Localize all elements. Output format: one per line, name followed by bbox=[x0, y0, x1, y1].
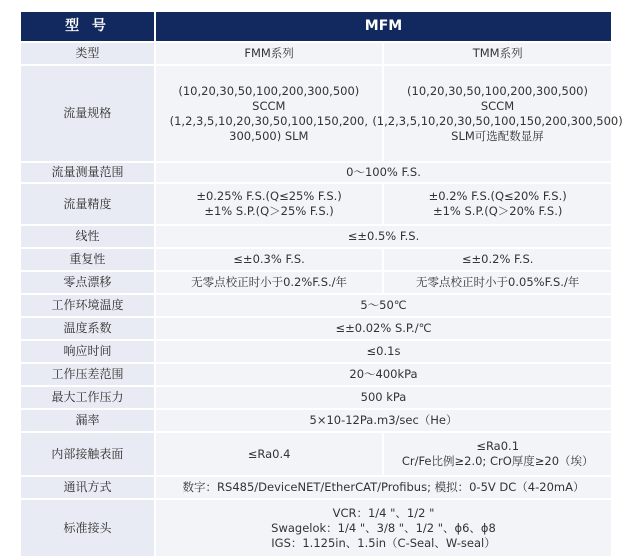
row-label: 流量规格 bbox=[21, 66, 154, 161]
fmm-value-cell bbox=[156, 184, 383, 224]
tmm-value-cell bbox=[384, 249, 611, 270]
value-line: (10,20,30,50,100,200,300,500) bbox=[178, 83, 360, 98]
tmm-value-cell bbox=[384, 433, 611, 475]
value-line: SCCM bbox=[252, 98, 286, 113]
row-label: 内部接触表面 bbox=[21, 433, 154, 475]
spec-row bbox=[21, 226, 611, 247]
row-label: 流量精度 bbox=[21, 184, 154, 224]
row-label: 工作压差范围 bbox=[21, 364, 154, 385]
value-line: 无零点校正时小于0.2%F.S./年 bbox=[191, 275, 348, 289]
row-label: 标准接头 bbox=[21, 500, 154, 556]
spec-row bbox=[21, 249, 611, 270]
value-line: (1,2,3,5,10,20,30,50,100,150,200,300,500) bbox=[372, 113, 623, 128]
fmm-value-cell bbox=[156, 272, 383, 293]
value-line: ±1% S.P.(Q＞20% F.S.) bbox=[432, 204, 563, 218]
tmm-value-cell bbox=[384, 272, 611, 293]
value-line: 数字：RS485/DeviceNET/EtherCAT/Profibus; 模拟：0-5V DC（4-20mA） bbox=[182, 480, 585, 494]
spec-row bbox=[21, 272, 611, 293]
value-cell bbox=[156, 341, 611, 362]
value-line: ≤0.1s bbox=[366, 344, 401, 358]
spec-row bbox=[21, 410, 611, 431]
value-cell bbox=[156, 410, 611, 431]
header-model-value: MFM bbox=[156, 12, 611, 41]
value-line: ±0.25% F.S.(Q≤25% F.S.) bbox=[196, 189, 342, 203]
row-label: 响应时间 bbox=[21, 341, 154, 362]
value-line: Swagelok：1/4 "、3/8 "、1/2 "、ϕ6、ϕ8 bbox=[271, 520, 496, 535]
spec-row bbox=[21, 184, 611, 224]
fmm-value-cell bbox=[156, 249, 383, 270]
header-row bbox=[21, 12, 611, 41]
value-line: Cr/Fe比例≥2.0; CrO厚度≥20（埃） bbox=[401, 454, 594, 468]
row-label: 工作环境温度 bbox=[21, 295, 154, 316]
value-line: 500 kPa bbox=[360, 390, 407, 404]
row-label: 类型 bbox=[21, 43, 154, 64]
value-line: TMM系列 bbox=[472, 46, 523, 60]
value-cell bbox=[156, 318, 611, 339]
value-line: 0～100% F.S. bbox=[346, 165, 421, 179]
spec-row bbox=[21, 43, 611, 64]
row-label: 线性 bbox=[21, 226, 154, 247]
value-line: ±0.2% F.S.(Q≤20% F.S.) bbox=[428, 189, 567, 203]
value-cell bbox=[156, 387, 611, 408]
row-label: 零点漂移 bbox=[21, 272, 154, 293]
value-line: ±1% S.P.(Q＞25% F.S.) bbox=[204, 204, 334, 218]
value-line: ≤±0.2% F.S. bbox=[461, 252, 534, 266]
value-line: SLM可选配数显屏 bbox=[451, 128, 544, 143]
spec-row bbox=[21, 387, 611, 408]
row-label: 重复性 bbox=[21, 249, 154, 270]
value-line: FMM系列 bbox=[244, 46, 294, 60]
value-line: VCR：1/4 "、1/2 " bbox=[332, 505, 435, 520]
value-cell bbox=[156, 226, 611, 247]
row-label: 流量测量范围 bbox=[21, 163, 154, 182]
header-model-label: 型 号 bbox=[21, 12, 154, 41]
spec-row bbox=[21, 295, 611, 316]
row-label: 漏率 bbox=[21, 410, 154, 431]
fmm-value-cell bbox=[156, 66, 382, 161]
tmm-value-cell bbox=[372, 66, 623, 161]
spec-row bbox=[21, 341, 611, 362]
fmm-value-cell bbox=[156, 43, 383, 64]
value-line: IGS：1.125in、1.5in（C-Seal、W-seal） bbox=[271, 535, 496, 550]
value-line: SCCM bbox=[480, 98, 515, 113]
value-line: 5～50℃ bbox=[360, 298, 407, 312]
spec-row bbox=[21, 500, 611, 556]
value-cell bbox=[156, 477, 611, 498]
value-line: ≤Ra0.1 bbox=[476, 439, 520, 453]
spec-row bbox=[21, 433, 611, 475]
value-line: ≤±0.5% F.S. bbox=[347, 229, 420, 243]
row-label: 最大工作压力 bbox=[21, 387, 154, 408]
spec-row bbox=[21, 364, 611, 385]
fmm-value-cell bbox=[156, 433, 383, 475]
row-label: 温度系数 bbox=[21, 318, 154, 339]
spec-row bbox=[21, 163, 611, 182]
value-line: 5×10-12Pa.m3/sec（He） bbox=[309, 413, 458, 427]
value-line: ≤Ra0.4 bbox=[247, 446, 291, 461]
value-cell bbox=[156, 364, 611, 385]
value-line: ≤±0.02% S.P./℃ bbox=[335, 321, 432, 335]
value-cell bbox=[156, 295, 611, 316]
spec-row bbox=[21, 66, 623, 161]
value-line: 300,500) SLM bbox=[229, 128, 309, 143]
value-line: ≤±0.3% F.S. bbox=[233, 252, 305, 266]
value-line: (1,2,3,5,10,20,30,50,100,150,200, bbox=[169, 113, 368, 128]
value-line: 20～400kPa bbox=[349, 367, 418, 381]
value-cell bbox=[156, 500, 611, 556]
row-label: 通讯方式 bbox=[21, 477, 154, 498]
value-line: 无零点校正时小于0.05%F.S./年 bbox=[416, 275, 580, 289]
tmm-value-cell bbox=[384, 184, 611, 224]
tmm-value-cell bbox=[384, 43, 611, 64]
spec-row bbox=[21, 477, 611, 498]
spec-row bbox=[21, 318, 611, 339]
value-cell bbox=[156, 163, 611, 182]
value-line: (10,20,30,50,100,200,300,500) bbox=[407, 83, 588, 98]
